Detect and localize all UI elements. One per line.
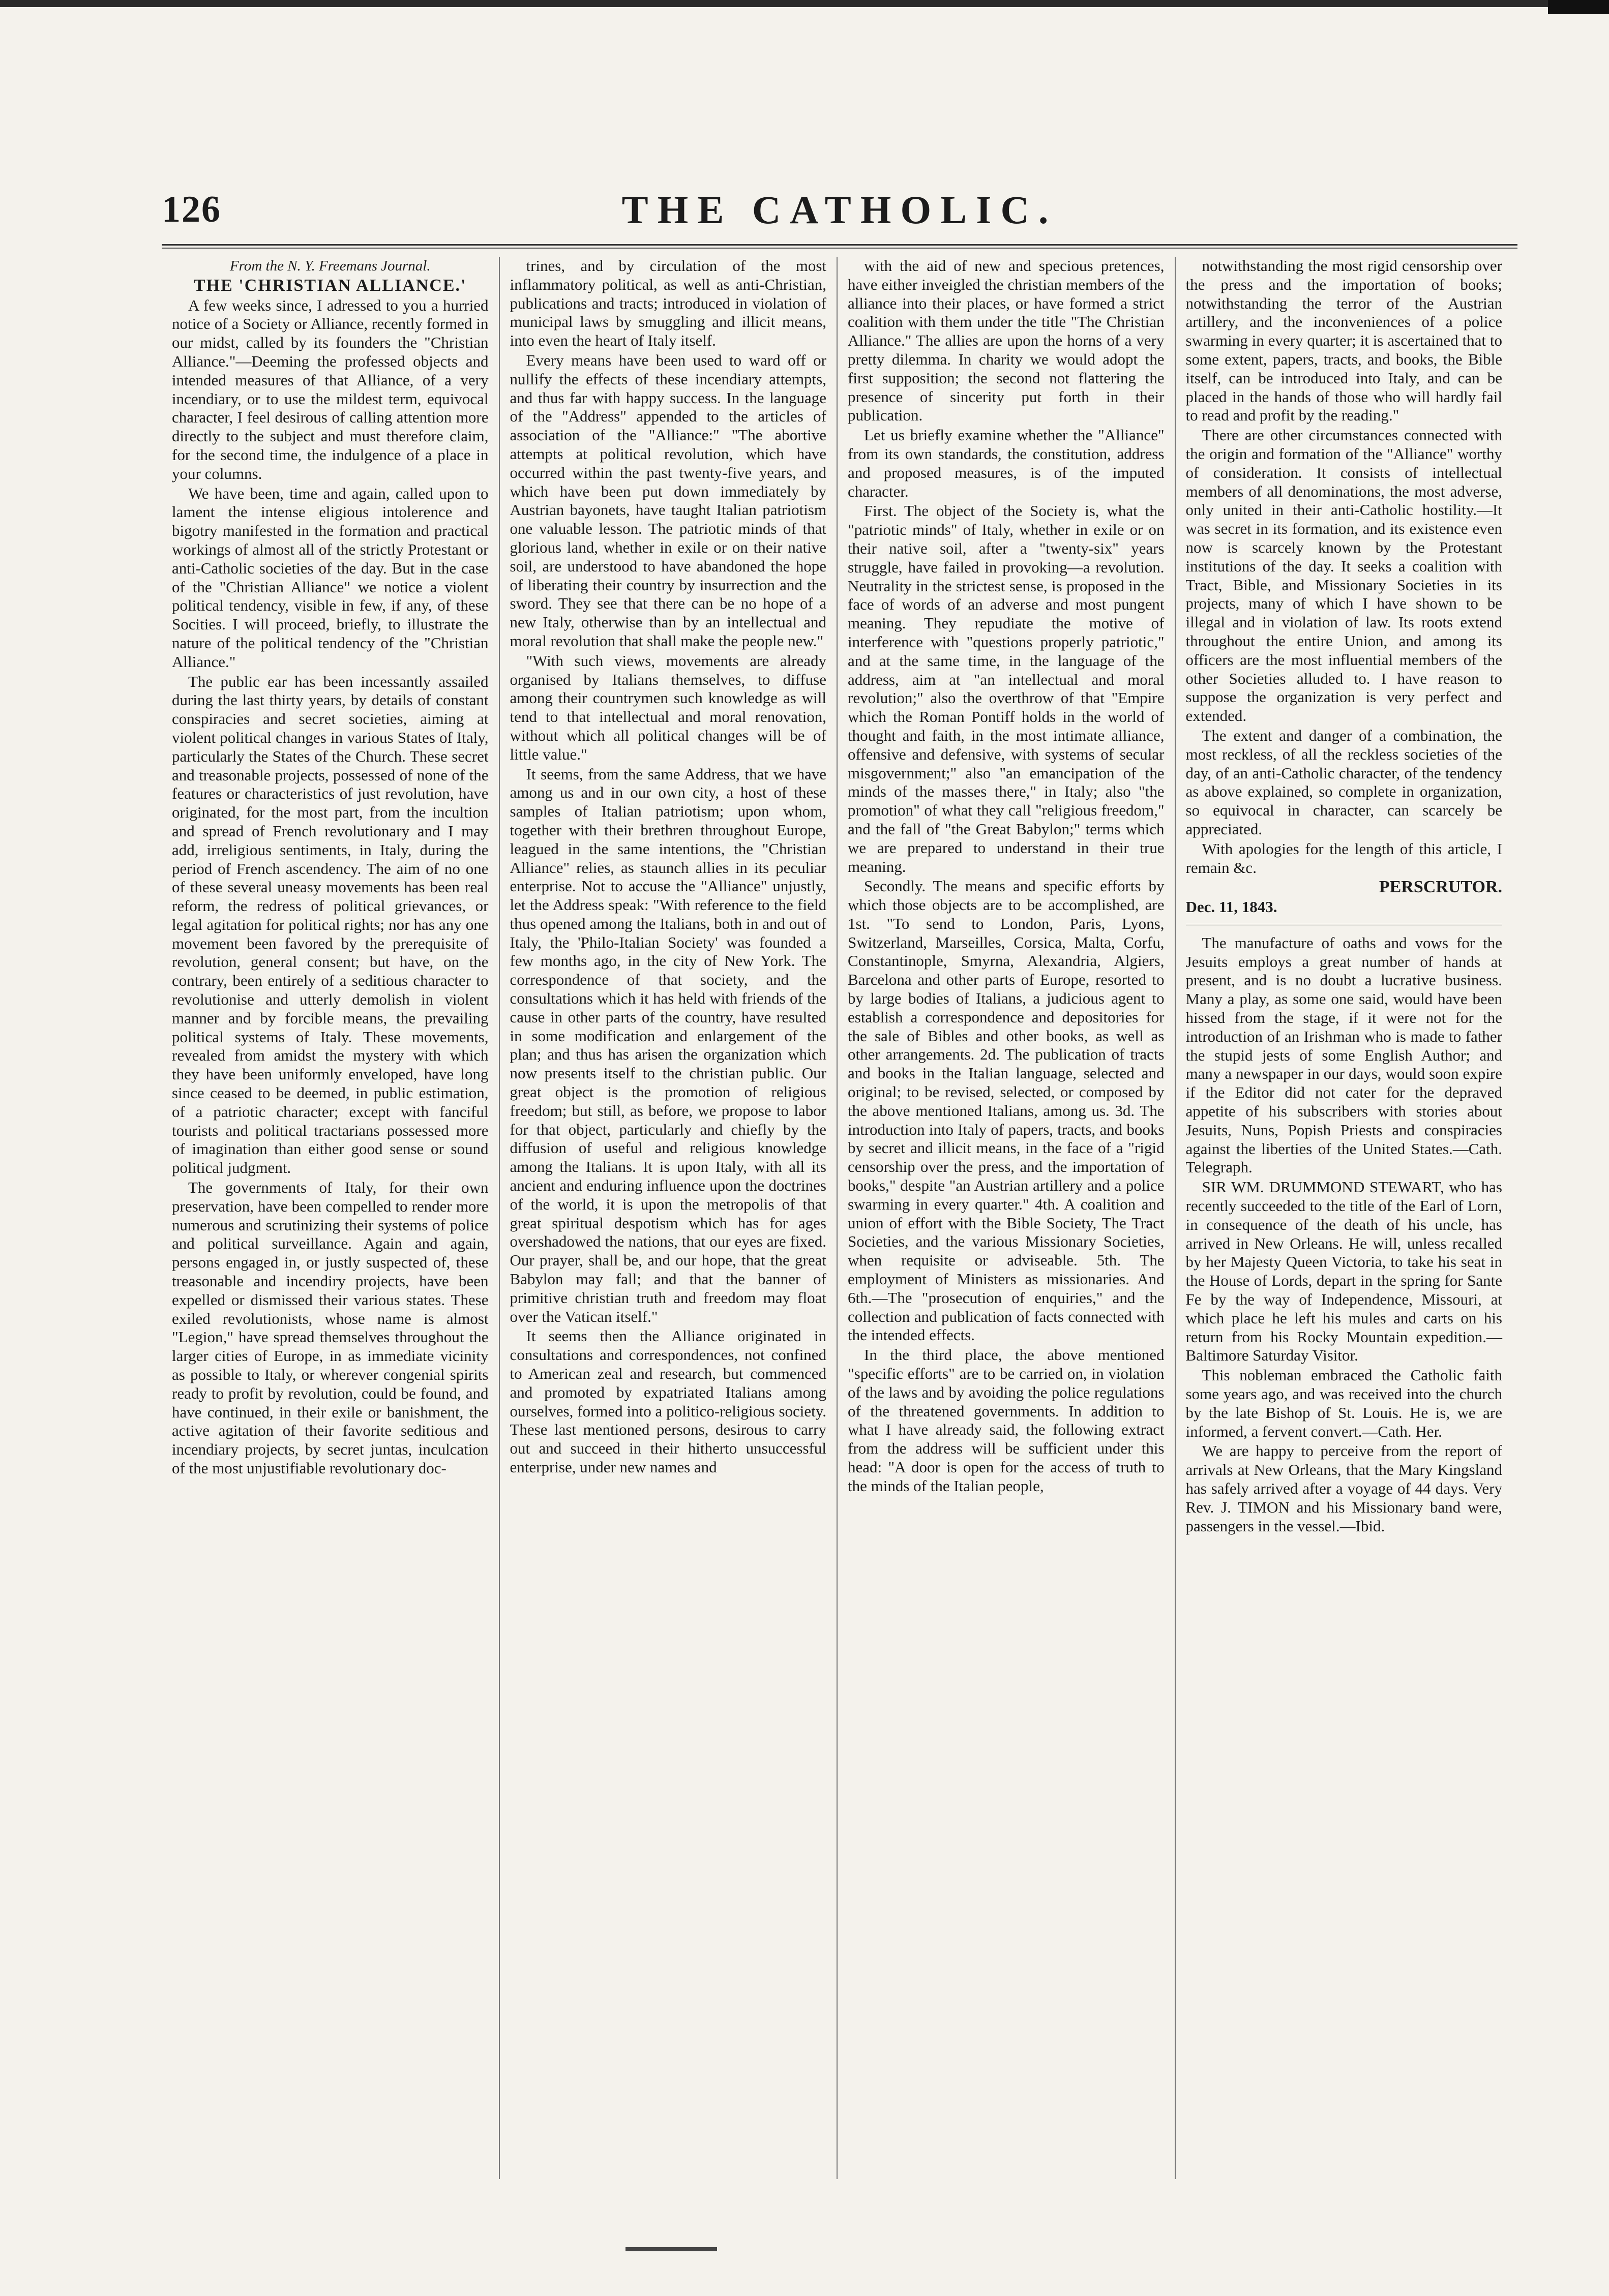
paragraph: The manufacture of oaths and vows for the Jesuits employs a great number of hands at present, and is no doubt a lucrative business. Many a play, as some one said, would have been hissed from the stage, if it were not for the introduction of an Irishman who is made to father the stupid jests of some English Author; and many a newspaper in our days, would soon expire if the Editor did not cater for the depraved appetite of his subscribers with stories about Jesuits, Nuns, Popish Priests and conspiracies against the liberties of the United States.—Cath. Telegraph.	[1185, 933, 1502, 1176]
column-1	[162, 257, 500, 2179]
paragraph: We are happy to perceive from the report of arrivals at New Orleans, that the Mary Kingsland has safely arrived after a voyage of 44 days. Very Rev. J. TIMON and his Missionary band were, passengers in the vessel.—Ibid.	[1185, 1442, 1502, 1535]
column-3	[838, 257, 1176, 2179]
header-rule	[162, 244, 1517, 249]
paragraph: It seems then the Alliance originated in consultations and correspondences, not confined to American zeal and research, but commenced and promoted by expatriated Italians among ourselves, formed into a politico-religious society. These last mentioned persons, desirous to carry out and succeed in their hitherto unsuccessful enterprise, under new names and	[510, 1327, 826, 1476]
paragraph: The governments of Italy, for their own preservation, have been compelled to render more numerous and scrutinizing their systems of police and political surveillance. Again and again, persons engaged in, or justly suspected of, these treasonable and incendiry projects, have been expelled or dismissed their various states. These exiled revolutionists, whose name is almost "Legion," have spread themselves throughout the larger cities of Europe, in as immediate vicinity as possible to Italy, or wherever congenial spirits ready to profit by revolution, could be found, and have continued, in their exile or banishment, the active agitation of their favorite seditious and incendiary projects, by secret juntas, inculcation of the most unjustifiable revolutionary doc-	[172, 1179, 489, 1477]
paragraph: This nobleman embraced the Catholic faith some years ago, and was received into the church by the late Bishop of St. Louis. He is, we are informed, a fervent convert.—Cath. Her.	[1185, 1366, 1502, 1440]
column-4	[1176, 257, 1513, 2179]
paragraph: First. The object of the Society is, what the "patriotic minds" of Italy, whether in exile or on their native soil, after a "twenty-six" years struggle, have failed in provoking—a revolution. Neutrality in the strictest sense, is proposed in the face of words of an adverse and most pungent meaning. They repudiate the motive of interference with "questions properly patriotic," and at the same time, in the language of the address, aim at "an intellectual and moral revolution;" also the overthrow of that "Empire which the Roman Pontiff holds in the world of thought and faith, in the most intimate alliance, offensive and defensive, with systems of secular misgovernment;" also "an emancipation of the minds of the masses there," in Italy; also "the promotion" of what they call "religious freedom," and the fall of "the Great Babylon;" terms which we are prepared to understand in their true meaning.	[848, 502, 1165, 875]
footer-mark	[625, 2247, 717, 2251]
column-2	[500, 257, 838, 2179]
paragraph: "With such views, movements are already organised by Italians themselves, to diffuse among their countrymen such knowledge as will tend to that intellectual and moral renovation, without which all political changes will be of little value."	[510, 651, 826, 763]
paragraph: The public ear has been incessantly assailed during the last thirty years, by details of constant conspiracies and secret societies, aiming at violent political changes in various States of Italy, particularly the States of the Church. These secret and treasonable projects, possessed of none of the features or characteristics of just revolution, have originated, for the most part, from the incultion and spread of French revolutionary and I may add, irreligious sentiments, in Italy, during the period of French ascendency. The aim of no one of these several uneasy movements has been real reform, the redress of political grievances, or legal agitation for political rights; nor has any one movement been favored by the prerequisite of revolution, general consent; but have, on the contrary, been entirely of a seditious character to revolutionise and utterly demolish in violent manner and by forcible means, the prevailing political systems of Italy. These movements, revealed from amidst the mystery with which they have been uniformly enveloped, have long since ceased to be deemed, in public estimation, of a patriotic character; except with fanciful tourists and political tractarians possessed more of imagination than either good sense or sound political judgment.	[172, 672, 489, 1177]
paragraph: We have been, time and again, called upon to lament the intense eligious intolerence and bigotry manifested in the formation and practical workings of almost all of the strictly Protestant or anti-Catholic societies of the day. But in the case of the "Christian Alliance" we notice a violent political tendency, visible in few, if any, of these Socities. I will proceed, briefly, to illustrate the nature of the political tendency of the "Christian Alliance."	[172, 484, 489, 671]
masthead-title: THE CATHOLIC.	[621, 188, 1058, 232]
page-header	[162, 183, 1517, 244]
paragraph: With apologies for the length of this article, I remain &c.	[1185, 839, 1502, 877]
paragraph: In the third place, the above mentioned "specific efforts" are to be carried on, in violation of the laws and by avoiding the police regulations of the threatened governments. In addition to what I have already said, the following extract from the address will be sufficient under this head: "A door is open for the access of truth to the minds of the Italian people,	[848, 1346, 1165, 1495]
paragraph: The extent and danger of a combination, the most reckless, of all the reckless societies of the day, of an anti-Catholic character, of the tendency as above explained, so complete in organization, so equivocal in character, can scarcely be appreciated.	[1185, 726, 1502, 838]
author-signature: PERSCRUTOR.	[1379, 878, 1502, 897]
top-border-rule	[0, 0, 1609, 7]
paragraph: Every means have been used to ward off or nullify the effects of these incendiary attempts, and thus far with happy success. In the language of the "Address" appended to the articles of association of the "Alliance:" "The abortive attempts at political revolution, which have occurred within the past twenty-five years, and which have been put down immediately by Austrian bayonets, have taught Italian patriotism one valuable lesson. The patriotic minds of that glorious land, whether in exile or on their native soil, are understood to have abandoned the hope of liberating their country by insurrection and the sword. They see that there can be no hope of a new Italy, otherwise than by an intellectual and moral revolution that shall make the people new."	[510, 351, 826, 650]
page-number: 126	[162, 189, 221, 230]
paragraph: There are other circumstances connected with the origin and formation of the "Alliance" worthy of consideration. It consists of intellectual members of all denominations, the most adverse, only united in their anti-Catholic hostility.—It was secret in its formation, and its existence even now is scarcely known by the Protestant institutions of the day. It seeks a coalition with Tract, Bible, and Missionary Societies in its projects, many of which I have shown to be illegal and in violation of law. Its roots extend throughout the entire Union, and among its officers are the most influential members of the other Societies alluded to. I have reason to suppose the organization is very perfect and extended.	[1185, 426, 1502, 725]
article-columns	[162, 257, 1512, 2179]
paragraph: A few weeks since, I adressed to you a hurried notice of a Society or Alliance, recently formed in our midst, called by its founders the "Christian Alliance."—Deeming the professed objects and intended measures of that Alliance, of a very incendiary, or to use the mildest term, equivocal character, I feel desirous of calling attention more directly to the subject and must therefore claim, for the second time, the indulgence of a place in your columns.	[172, 296, 489, 482]
section-divider	[1186, 924, 1503, 927]
paragraph: Secondly. The means and specific efforts by which those objects are to be accomplished, are 1st. "To send to London, Paris, Lyons, Switzerland, Marseilles, Corsica, Malta, Corfu, Constantinople, Smyrna, Alexandria, Algiers, Barcelona and other parts of Europe, resorted to by large bodies of Italians, a judicious agent to establish a correspondence and depositories for the sale of Bibles and other books, as well as other arrangements. 2d. The publication of tracts and books in the Italian language, selected and original; to be revised, selected, or composed by the above mentioned Italians, among us. 3d. The introduction into Italy of papers, tracts, and books by secret and illicit means, in the face of a "rigid censorship over the press, and the importation of books," despite "an Austrian artillery and a police swarming in every quarter." 4th. A coalition and union of effort with the Bible Society, The Tract Societies, and the various Missionary Societies, when requisite or adviseable. 5th. The employment of Ministers as missionaries. And 6th.—The "prosecution of enquiries," and the collection and publication of facts connected with the intended effects.	[848, 877, 1165, 1344]
paragraph: SIR WM. DRUMMOND STEWART, who has recently succeeded to the title of the Earl of Lorn, in consequence of the death of his uncle, has arrived in New Orleans. He will, unless recalled by her Majesty Queen Victoria, to take his seat in the House of Lords, depart in the spring for Sante Fe by the way of Independence, Missouri, at which place he left his mules and carts on his return from his Rocky Mountain expedition.—Baltimore Saturday Visitor.	[1185, 1178, 1502, 1365]
paragraph: Let us briefly examine whether the "Alliance" from its own standards, the constitution, address and proposed measures, is of the imputed character.	[848, 426, 1165, 500]
article-headline: THE 'CHRISTIAN ALLIANCE.'	[193, 276, 467, 295]
paragraph: trines, and by circulation of the most inflammatory political, as well as anti-Christian, publications and tracts; introduced in violation of municipal laws by smuggling and illicit means, into even the heart of Italy itself.	[510, 257, 826, 350]
top-border-mark	[1548, 0, 1609, 14]
paragraph: It seems, from the same Address, that we have among us and in our own city, a host of these samples of Italian patriotism; upon whom, together with their brethren throughout Europe, leagued in the same intentions, the "Christian Alliance" relies, as staunch allies in its peculiar enterprise. Not to accuse the "Alliance" unjustly, let the Address speak: "With reference to the field thus opened among the Italians, both in and out of Italy, the 'Philo-Italian Society' was founded a few months ago, in the city of New York. The correspondence of that society, and the consultations which it has held with friends of the cause in other parts of the country, have resulted in some modification and enlargement of the plan; and thus has arisen the organization which now presents itself to the christian public. Our great object is the promotion of religious freedom; but still, as before, we propose to labor for that object, particularly and chiefly by the diffusion of useful and religious knowledge among the Italians. It is upon Italy, with all its ancient and enduring influence upon the doctrines of the world, it is upon the metropolis of that great spiritual despotism which has for ages overshadowed the nations, that our eyes are fixed. Our prayer, shall be, and our hope, that the great Babylon may fall; and that the banner of primitive christian truth and freedom may float over the Vatican itself."	[510, 765, 826, 1325]
article-date: Dec. 11, 1843.	[1185, 898, 1277, 916]
paragraph: with the aid of new and specious pretences, have either inveigled the christian members of the alliance into their places, or have formed a strict coalition with them under the title "The Christian Alliance." The allies are upon the horns of a very pretty dilemma. In charity we would adopt the first supposition; the second not flattering the presence of sincerity put forth in their publication.	[848, 257, 1165, 425]
paragraph: notwithstanding the most rigid censorship over the press and the importation of books; notwithstanding the terror of the Austrian artillery, and the inconveniences of a police swarming in every quarter; it is ascertained that to some extent, papers, tracts, and books, the Bible itself, can be introduced into Italy, and can be placed in the hands of those who will hardly fail to read and profit by the reading."	[1185, 257, 1502, 425]
article-source: From the N. Y. Freemans Journal.	[229, 258, 431, 274]
